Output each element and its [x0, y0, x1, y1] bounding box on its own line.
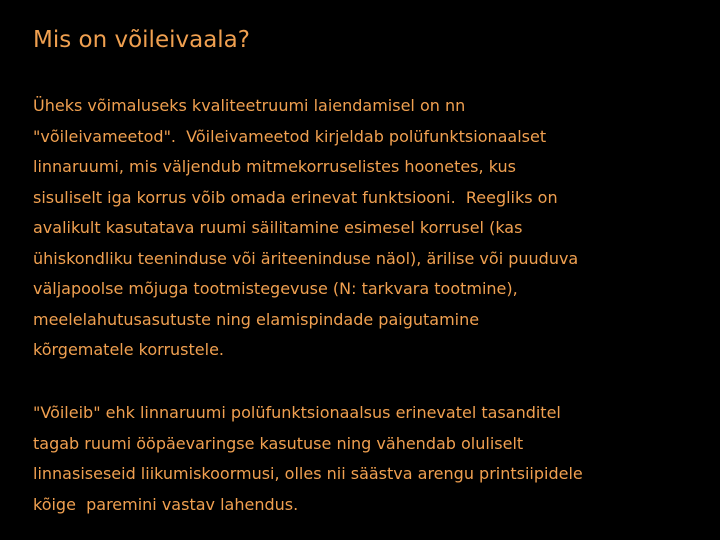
paragraph-sandwich-method — [33, 91, 578, 366]
paragraph-sandwich-summary — [33, 398, 583, 520]
paragraph-line: kõige paremini vastav lahendus. — [33, 494, 299, 514]
paragraph-line: ühiskondliku teeninduse või äriteeninduse näol), ärilise või puuduva — [33, 248, 579, 268]
paragraph-line: Üheks võimaluseks kvaliteetruumi laiendamisel on nn — [33, 96, 466, 115]
paragraph-line: meelelahutusasutuste ning elamispindade paigutamine — [33, 309, 480, 329]
slide-title: Mis on võileivaala? — [33, 27, 250, 53]
paragraph-line: sisuliselt iga korrus võib omada erinevat funktsiooni. Reegliks on — [33, 187, 558, 207]
paragraph-line: väljapoolse mõjuga tootmistegevuse (N: tarkvara tootmine), — [33, 279, 518, 298]
paragraph-line: avalikult kasutatava ruumi säilitamine esimesel korrusel (kas — [33, 218, 523, 237]
paragraph-line: "Võileib" ehk linnaruumi polüfunktsionaalsus erinevatel tasanditel — [33, 403, 561, 422]
paragraph-line: linnaruumi, mis väljendub mitmekorruselistes hoonetes, kus — [33, 157, 516, 176]
paragraph-line: linnasiseseid liikumiskoormusi, olles nii säästva arengu printsiipidele — [33, 464, 583, 483]
paragraph-line: tagab ruumi ööpäevaringse kasutuse ning vähendab oluliselt — [33, 433, 524, 453]
paragraph-line: kõrgematele korrustele. — [33, 340, 224, 359]
paragraph-line: "võileivameetod". Võileivameetod kirjeldab polüfunktsionaalset — [33, 126, 547, 146]
